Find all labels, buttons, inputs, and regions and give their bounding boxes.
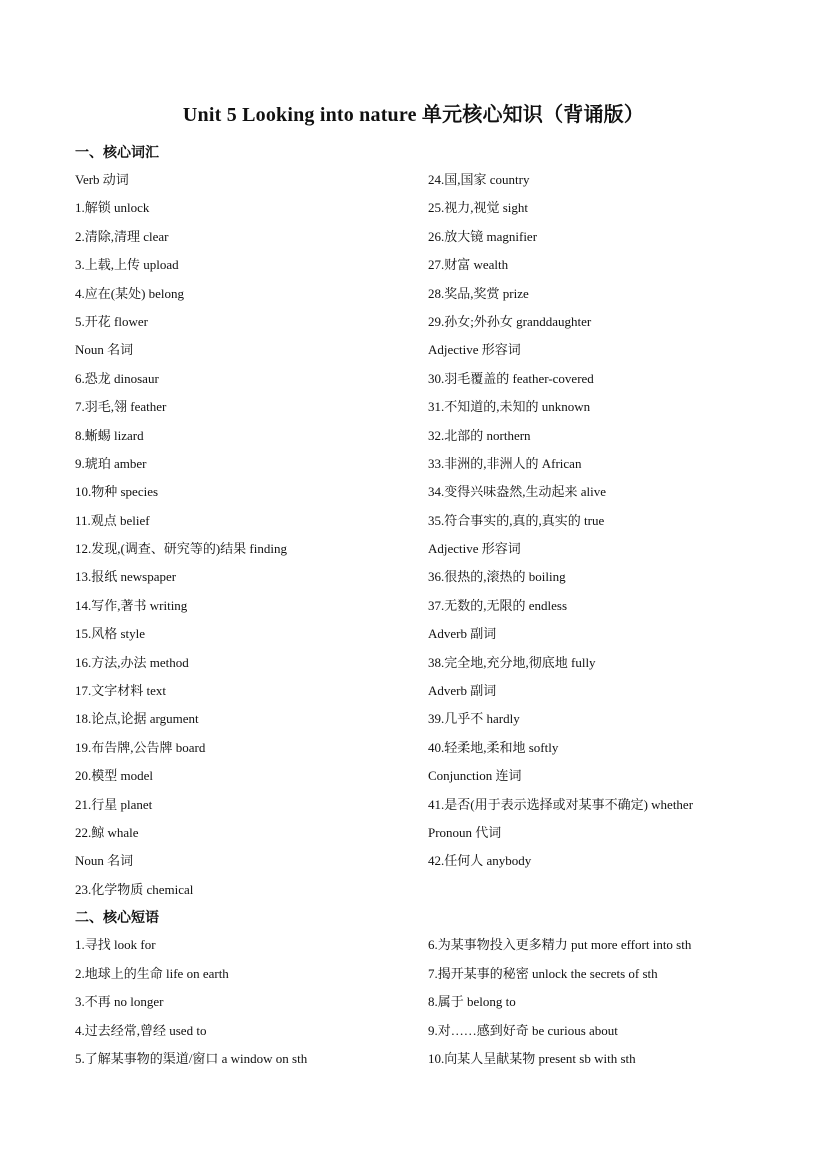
list-item: 25.视力,视觉 sight	[428, 200, 529, 216]
list-item: 3.不再 no longer	[75, 994, 164, 1009]
list-item: 18.论点,论据 argument	[75, 711, 199, 727]
list-item: 9.对……感到好奇 be curious about	[428, 1022, 618, 1038]
list-item: 17.文字材料 text	[75, 683, 166, 699]
list-item: 10.物种 species	[75, 484, 159, 500]
list-item: 27.财富 wealth	[428, 257, 509, 273]
list-item: 4.过去经常,曾经 used to	[75, 1022, 207, 1038]
list-item: 9.琥珀 amber	[75, 455, 147, 471]
list-item: 16.方法,办法 method	[75, 654, 189, 670]
list-item: 19.布告牌,公告牌 board	[75, 739, 206, 755]
list-item: 2.地球上的生命 life on earth	[75, 965, 229, 981]
list-item: 40.轻柔地,柔和地 softly	[428, 739, 559, 755]
list-item: 22.鲸 whale	[75, 824, 139, 840]
list-item: 5.了解某事物的渠道/窗口 a window on sth	[75, 1051, 308, 1066]
list-item: 33.非洲的,非洲人的 African	[428, 455, 582, 471]
list-item: 8.属于 belong to	[428, 994, 516, 1009]
list-item: 41.是否(用于表示选择或对某事不确定) whether	[428, 796, 694, 812]
list-item: Adjective 形容词	[428, 342, 521, 358]
list-item: Verb 动词	[75, 172, 129, 187]
list-item: 6.恐龙 dinosaur	[75, 370, 159, 386]
list-item: 34.变得兴味盎然,生动起来 alive	[428, 484, 607, 500]
list-item: 10.向某人呈献某物 present sb with sth	[428, 1051, 636, 1066]
list-item: Pronoun 代词	[428, 824, 502, 840]
list-item: Adjective 形容词	[428, 541, 521, 557]
list-item: 42.任何人 anybody	[428, 853, 532, 869]
list-item: 35.符合事实的,真的,真实的 true	[428, 512, 605, 528]
list-item: 1.解锁 unlock	[75, 200, 150, 216]
list-item: 3.上载,上传 upload	[75, 257, 179, 273]
page-title: Unit 5 Looking into nature 单元核心知识（背诵版）	[182, 104, 645, 126]
section-heading-vocabulary: 一、核心词汇	[75, 145, 159, 161]
list-item: 21.行星 planet	[75, 796, 153, 812]
list-item: 2.清除,清理 clear	[75, 228, 169, 244]
list-item: Adverb 副词	[428, 683, 497, 699]
list-item: 39.几乎不 hardly	[428, 711, 520, 727]
list-item: Noun 名词	[75, 342, 134, 358]
list-item: 26.放大镜 magnifier	[428, 228, 538, 244]
list-item: 7.羽毛,翎 feather	[75, 399, 167, 415]
list-item: Adverb 副词	[428, 626, 497, 642]
list-item: 29.孙女;外孙女 granddaughter	[428, 313, 592, 329]
phrases-left-column	[75, 931, 465, 1074]
list-item: 12.发现,(调查、研究等的)结果 finding	[75, 541, 287, 557]
section-heading-phrases: 二、核心短语	[75, 910, 159, 926]
list-item: 6.为某事物投入更多精力 put more effort into sth	[428, 937, 692, 952]
list-item: 15.风格 style	[75, 626, 146, 642]
list-item: Conjunction 连词	[428, 768, 522, 784]
list-item: 36.很热的,滚热的 boiling	[428, 569, 566, 585]
vocab-left-column	[75, 166, 465, 904]
list-item: 4.应在(某处) belong	[75, 285, 185, 301]
vocab-right-column	[428, 166, 818, 876]
list-item: 24.国,国家 country	[428, 172, 530, 187]
list-item: 8.蜥蜴 lizard	[75, 427, 144, 443]
list-item: 20.模型 model	[75, 768, 153, 784]
list-item: 30.羽毛覆盖的 feather-covered	[428, 370, 594, 386]
phrases-right-column	[428, 931, 818, 1074]
list-item: 37.无数的,无限的 endless	[428, 597, 568, 613]
list-item: 5.开花 flower	[75, 313, 148, 329]
list-item: 1.寻找 look for	[75, 937, 156, 952]
list-item: 11.观点 belief	[75, 512, 150, 528]
list-item: 38.完全地,充分地,彻底地 fully	[428, 654, 596, 670]
list-item: 23.化学物质 chemical	[75, 881, 194, 897]
list-item: 31.不知道的,未知的 unknown	[428, 399, 591, 415]
list-item: 28.奖品,奖赏 prize	[428, 285, 529, 301]
list-item: 32.北部的 northern	[428, 427, 531, 443]
list-item: 7.揭开某事的秘密 unlock the secrets of sth	[428, 965, 658, 981]
list-item: 14.写作,著书 writing	[75, 597, 188, 613]
list-item: Noun 名词	[75, 853, 134, 869]
list-item: 13.报纸 newspaper	[75, 569, 177, 585]
